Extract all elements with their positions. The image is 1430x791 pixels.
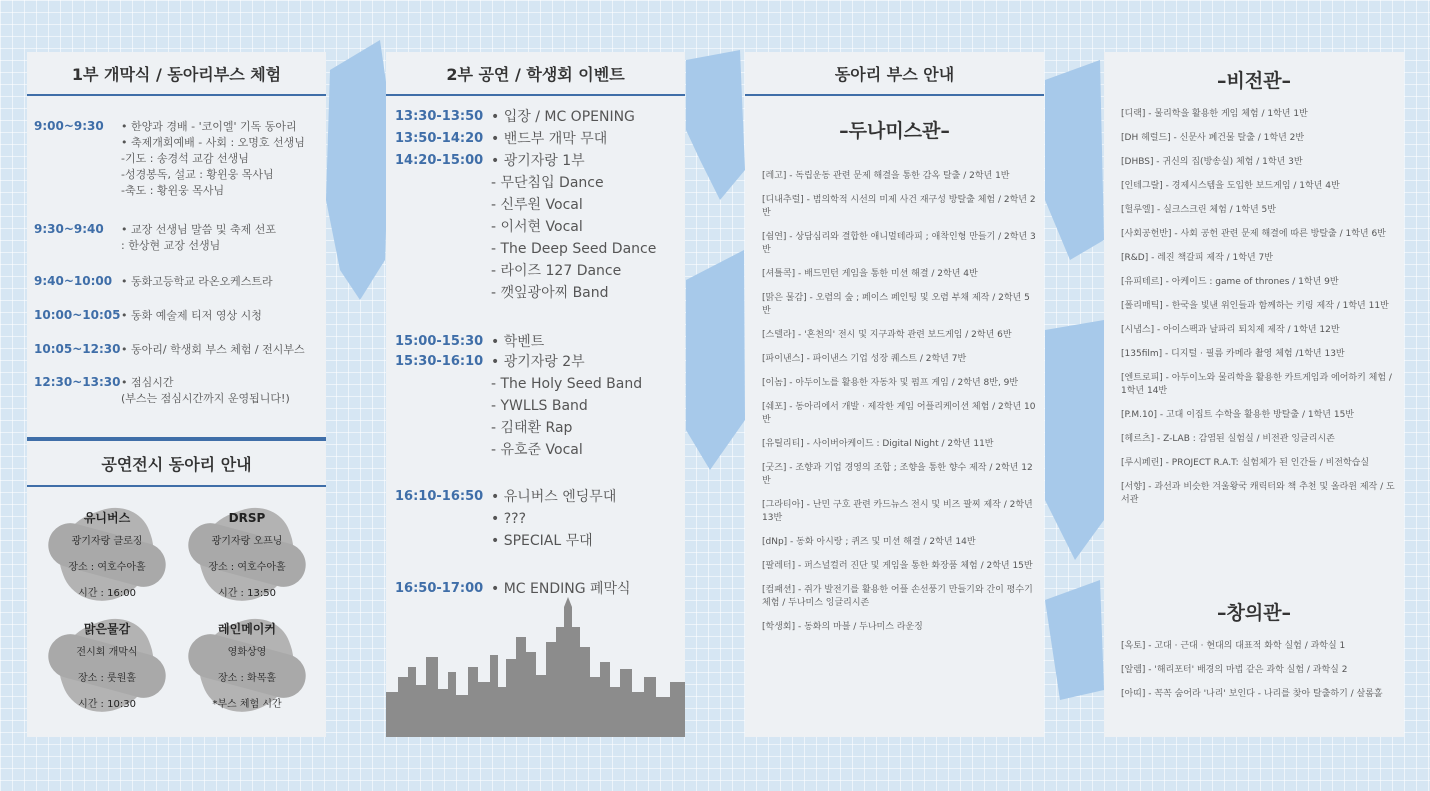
club-detail: 영화상영 [227,647,267,658]
schedule-line: -기도 : 송경석 교감 선생님 [121,152,249,165]
club-name: 레인메이커 [218,622,276,636]
schedule-row [27,274,326,290]
booth-item: [R&D] - 레진 책갈피 제작 / 1학년 7반 [1121,253,1273,263]
schedule-time: 13:30-13:50 [395,109,484,124]
club-detail: 시간 : 13:50 [218,588,276,599]
schedule-line: - The Holy Seed Band [491,376,643,392]
schedule-row [395,150,656,304]
booth-item: [디랙] - 물리학을 활용한 게임 체험 / 1학년 1반 [1121,109,1308,119]
schedule-time: 15:30-16:10 [395,354,484,369]
schedule-row [27,119,326,199]
panel-opening [27,52,326,737]
schedule-line: - 신루원 Vocal [491,197,583,213]
map-north-america [326,40,390,300]
booth-item: [맑은 물감] - 오렴의 숲 ; 페이스 페인팅 및 오렴 부채 제작 / 2학년 5반 [762,293,1030,316]
schedule-line: - 무단침입 Dance [491,175,604,191]
schedule-line: • 동화 예술제 티저 영상 시청 [121,309,262,322]
schedule-line: • 한양과 경배 - '코이엘' 기독 동아리 [121,120,297,133]
schedule-line: (부스는 점심시간까지 운영됩니다!) [121,392,290,405]
schedule-desc [121,375,326,407]
schedule-line: • 광기자랑 2부 [491,354,585,370]
schedule-desc [121,308,326,324]
club-detail: 전시회 개막식 [76,647,138,658]
booth-item: [스텔라] - '혼천의' 전시 및 지구과학 관련 보드게임 / 2학년 6반 [762,330,1012,340]
booth-item: [135film] - 디지털 · 필름 카메라 촬영 체험 /1학년 13반 [1121,349,1345,359]
schedule-row [395,331,544,353]
club-name: 유니버스 [83,511,131,525]
building-title-dunamis: –두나미스관– [839,120,950,142]
booth-item: [이놈] - 아두이노를 활용한 자동차 및 펌프 게임 / 2학년 8반, 9반 [762,378,1019,388]
panel-booth-title: 동아리 부스 안내 [745,52,1044,96]
booth-item: [레고] - 독립운동 관련 문제 해결을 통한 감옥 탈출 / 2학년 1반 [762,171,1010,181]
booth-item: [루시페린] - PROJECT R.A.T: 실험체가 된 인간들 / 비전학습실 [1121,458,1370,468]
booth-item: [DHBS] - 귀신의 집(방송실) 체험 / 1학년 3반 [1121,157,1303,167]
schedule-line: • 학벤트 [491,334,545,350]
exhibit-section-title: 공연전시 동아리 안내 [27,441,326,487]
creation-booth-list [1121,640,1399,712]
schedule-time: 9:30~9:40 [34,222,104,236]
vision-booth-list [1121,108,1399,518]
schedule-line: • 교장 선생님 말씀 및 축제 선포 [121,223,276,236]
schedule-line: • MC ENDING 폐막식 [491,581,631,597]
schedule-line: • 점심시간 [121,376,174,389]
panel-booth-guide-2 [1104,52,1404,737]
club-detail: 장소 : 여호수아홀 [208,562,286,573]
schedule-desc [121,274,326,290]
booth-item: [파이낸스] - 파이낸스 기업 성장 퀘스트 / 2학년 7반 [762,354,967,364]
schedule-line: • 축제개회예배 - 사회 : 오명호 선생님 [121,136,305,149]
schedule-line: • 유니버스 엔딩무대 [491,489,617,505]
booth-item: [쉼연] - 상담심리와 결합한 애니멀테라피 ; 애착인형 만들기 / 2학년 3반 [762,232,1036,255]
schedule-line: -성경봉독, 설교 : 황윈웅 목사님 [121,168,274,181]
club-detail: 장소 : 룻원홀 [77,673,137,684]
schedule-row [395,486,616,552]
schedule-desc [121,119,326,199]
schedule-row [27,308,326,324]
booth-item: [헐루엘] - 실크스크린 체험 / 1학년 5반 [1121,205,1276,215]
schedule-time: 10:05~12:30 [34,342,121,356]
schedule-line: • ??? [491,511,526,527]
schedule-desc [491,150,656,304]
club-detail: 광기자랑 오프닝 [211,536,283,547]
schedule-desc [491,331,544,353]
booth-item: [인테그랄] - 경제시스템을 도입한 보드게임 / 1학년 4반 [1121,181,1340,191]
booth-item: [사회공헌반] - 사회 공헌 관련 문제 해결에 따른 방탈출 / 1학년 6반 [1121,229,1386,239]
schedule-line: - 라이즈 127 Dance [491,263,622,279]
booth-item: [dNp] - 동화 아시랑 ; 퀴즈 및 미션 해결 / 2학년 14반 [762,537,976,547]
booth-item: [옥토] - 고대 · 근대 · 현대의 대표적 화학 실험 / 과학실 1 [1121,641,1346,651]
map-europe [686,250,745,470]
schedule-line: - 깻잎광아찌 Band [491,285,609,301]
schedule-desc [491,486,616,552]
schedule-time: 14:20-15:00 [395,153,484,168]
map-australia [1045,580,1104,700]
panel-performance-title: 2부 공연 / 학생회 이벤트 [386,52,685,96]
club-detail: 시간 : 10:30 [78,699,136,710]
schedule-time: 16:10-16:50 [395,489,484,504]
schedule-desc [491,106,635,128]
map-asia [1045,320,1104,560]
schedule-line: • 밴드부 개막 무대 [491,131,608,147]
booth-item: [DH 헤럴드] - 신문사 폐건물 탈출 / 1학년 2반 [1121,133,1305,143]
booth-item: [엔트로피] - 아두이노와 물리학을 활용한 카트게임과 에어하키 체험 / 1학년 14반 [1121,373,1392,396]
panel-booth-guide [745,52,1044,737]
schedule-desc [121,222,326,254]
booth-item: [아띠] - 꼭꼭 숨어라 '나리' 보인다 - 나리를 찾아 탈출하기 / 살롬홀 [1121,689,1383,699]
schedule-desc [491,128,607,150]
schedule-line: • SPECIAL 무대 [491,533,593,549]
booth-item: [굿즈] - 조향과 기업 경영의 조합 ; 조향을 통한 향수 제작 / 2학년 12반 [762,463,1033,486]
building-title-vision: –비전관– [1216,70,1292,92]
club-card [37,507,177,607]
club-detail: 시간 : 16:00 [78,588,136,599]
schedule-time: 15:00-15:30 [395,334,484,349]
panel-performance [386,52,685,737]
club-card [37,618,177,718]
schedule-line: - 유호준 Vocal [491,442,583,458]
panel-opening-title: 1부 개막식 / 동아리부스 체험 [27,52,326,96]
club-name: DRSP [228,511,266,525]
schedule-line: • 광기자랑 1부 [491,153,585,169]
schedule-line: • 동아리/ 학생회 부스 체험 / 전시부스 [121,343,305,356]
booth-item: [폴리매틱] - 한국을 빛낸 위인들과 함께하는 키링 제작 / 1학년 11반 [1121,301,1389,311]
booth-item: [유틸리티] - 사이버아케이드 : Digital Night / 2학년 11반 [762,439,994,449]
schedule-time: 16:50-17:00 [395,581,484,596]
schedule-line: : 한상현 교장 선생님 [121,239,221,252]
schedule-time: 13:50-14:20 [395,131,484,146]
map-south-america [686,50,745,200]
schedule-line: - 김태환 Rap [491,420,573,436]
city-skyline-illustration [386,597,685,737]
club-card [177,618,317,718]
booth-item: [학생회] - 동화의 마블 / 두나미스 라운징 [762,622,923,632]
map-africa [1045,60,1104,260]
club-name: 맑은물감 [83,622,131,636]
booth-item: [디내추럴] - 범의학적 시선의 미제 사건 재구성 방탈출 체험 / 2학년 2반 [762,195,1036,218]
club-detail: 광기자랑 클로징 [71,536,143,547]
club-detail: 장소 : 화목홀 [217,673,277,684]
booth-item: [헤르츠] - Z-LAB : 감염된 실험실 / 비전관 잉글리시존 [1121,434,1335,444]
schedule-desc [491,351,642,461]
club-detail: *부스 체험 시간 [212,699,282,710]
schedule-line: - The Deep Seed Dance [491,241,657,257]
schedule-line: • 입장 / MC OPENING [491,109,635,125]
booth-item: [쉐포] - 동아리에서 개발 · 제작한 게임 어플리케이션 체험 / 2학년 10반 [762,402,1036,425]
booth-item: [P.M.10] - 고대 이집트 수학을 활용한 방탈출 / 1학년 15반 [1121,410,1354,420]
dunamis-booth-list [762,170,1037,645]
schedule-row [27,222,326,254]
club-card [177,507,317,607]
schedule-time: 10:00~10:05 [34,308,121,322]
schedule-time: 12:30~13:30 [34,375,121,389]
schedule-row [395,351,642,461]
schedule-line: - YWLLS Band [491,398,588,414]
schedule-time: 9:00~9:30 [34,119,104,133]
schedule-row [27,375,326,407]
booth-item: [알렘] - '해리포터' 배경의 마법 같은 과학 실험 / 과학실 2 [1121,665,1348,675]
building-title-creation: –창의관– [1216,602,1292,624]
booth-item: [컴패션] - 쥐가 발전기를 활용한 어플 손선풍기 만들기와 간이 평수기 체험 / 두나미스 잉글리시존 [762,585,1033,608]
schedule-row [27,342,326,358]
club-detail: 장소 : 여호수아홀 [68,562,146,573]
booth-item: [유피테르] - 아케이드 : game of thrones / 1학년 9반 [1121,277,1339,287]
schedule-line: -축도 : 황윈웅 목사님 [121,184,225,197]
booth-item: [서향] - 과선과 비슷한 겨울왕국 캐릭터와 책 추천 및 올라윈 제작 / 도서관 [1121,482,1395,505]
schedule-line: - 이서현 Vocal [491,219,583,235]
schedule-time: 9:40~10:00 [34,274,113,288]
schedule-row [395,128,607,150]
schedule-desc [121,342,326,358]
booth-item: [그라티아] - 난민 구호 관련 카드뉴스 전시 및 비즈 팔찌 제작 / 2학년 13반 [762,500,1033,523]
schedule-line: • 동화고등학교 라온오케스트라 [121,275,273,288]
booth-item: [시냅스] - 아이스팩과 날파리 퇴치제 제작 / 1학년 12반 [1121,325,1340,335]
schedule-row [395,106,635,128]
booth-item: [팔레터] - 퍼스널컬러 진단 및 게임을 통한 화장품 체험 / 2학년 15반 [762,561,1033,571]
booth-item: [셔틀콕] - 배드민턴 게임을 통한 미션 해결 / 2학년 4반 [762,269,978,279]
